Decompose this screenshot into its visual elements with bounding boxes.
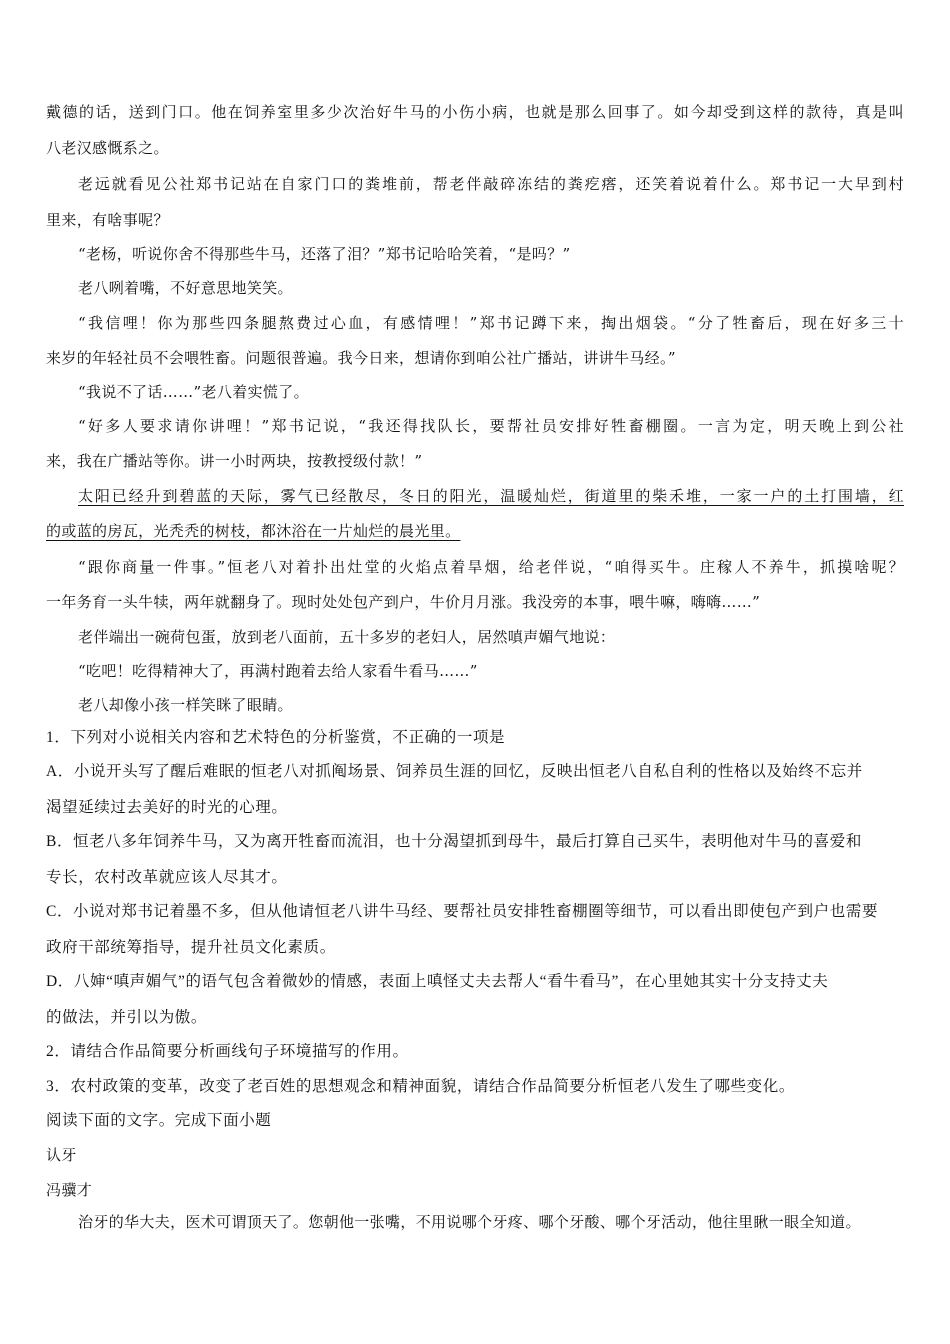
option-b-line-2: 专长，农村改革就应该人尽其才。 bbox=[46, 869, 288, 886]
underlined-sentence-line-1: 太阳已经升到碧蓝的天际，雾气已经散尽，冬日的阳光，温暖灿烂，街道里的柴禾堆，一家一户的土打围墙，红 bbox=[78, 487, 904, 505]
story-line-2: 八老汉感慨系之。 bbox=[46, 139, 169, 157]
question-1-stem: 1．下列对小说相关内容和艺术特色的分析鉴赏，不正确的一项是 bbox=[46, 729, 506, 746]
question-3: 3．农村政策的变革，改变了老百姓的思想观念和精神面貌，请结合作品简要分析恒老八发生了哪些变化。 bbox=[46, 1078, 795, 1095]
story-line-8: 来岁的年轻社员不会喂牲畜。问题很普遍。我今日来，想请你到咱公社广播站，讲讲牛马经。” bbox=[46, 349, 676, 367]
story-line-18: 老八却像小孩一样笑眯了眼睛。 bbox=[78, 696, 293, 714]
story-line-9: “我说不了话……”老八着实慌了。 bbox=[78, 383, 309, 401]
story-line-14: “跟你商量一件事。”恒老八对着扑出灶堂的火焰点着旱烟，给老伴说，“咱得买牛。庄稼人不养牛，抓摸啥呢？ bbox=[78, 558, 904, 576]
passage-first-line: 治牙的华大夫，医术可谓顶天了。您朝他一张嘴，不用说哪个牙疼、哪个牙酸、哪个牙活动，他往里瞅一眼全知道。 bbox=[78, 1213, 861, 1231]
reading-instruction: 阅读下面的文字。完成下面小题 bbox=[46, 1112, 272, 1129]
story-line-17: “吃吧！吃得精神大了，再满村跑着去给人家看牛看马……” bbox=[78, 662, 478, 680]
story-line-16: 老伴端出一碗荷包蛋，放到老八面前，五十多岁的老妇人，居然嗔声媚气地说： bbox=[78, 628, 616, 646]
option-c-line-2: 政府干部统筹指导，提升社员文化素质。 bbox=[46, 939, 336, 956]
option-a-line-2: 渴望延续过去美好的时光的心理。 bbox=[46, 799, 288, 816]
option-b-line-1: B．恒老八多年饲养牛马，又为离开牲畜而流泪，也十分渴望抓到母牛，最后打算自己买牛，表明他对牛马的喜爱和 bbox=[46, 833, 862, 850]
story-line-6: 老八咧着嘴，不好意思地笑笑。 bbox=[78, 279, 293, 297]
story-line-3: 老远就看见公社郑书记站在自家门口的粪堆前，帮老伴敲碎冻结的粪疙瘩，还笑着说着什么。郑书记一大早到村 bbox=[78, 175, 904, 193]
option-a-line-1: A．小说开头写了醒后难眠的恒老八对抓阄场景、饲养员生涯的回忆，反映出恒老八自私自利的性格以及始终不忘并 bbox=[46, 763, 863, 780]
passage-title: 认牙 bbox=[46, 1146, 77, 1164]
option-d-line-1: D．八婶“嗔声媚气”的语气包含着微妙的情感，表面上嗔怪丈夫去帮人“看牛看马”，在心里她其实十分支持丈夫 bbox=[46, 973, 829, 990]
story-line-7: “我信哩！你为那些四条腿熬费过心血，有感情哩！”郑书记蹲下来，掏出烟袋。“分了牲畜后，现在好多三十 bbox=[78, 314, 904, 332]
option-c-line-1: C．小说对郑书记着墨不多，但从他请恒老八讲牛马经、要帮社员安排牲畜棚圈等细节，可以看出即使包产到户也需要 bbox=[46, 903, 879, 920]
underlined-sentence-line-2: 的或蓝的房瓦，光秃秃的树枝，都沐浴在一片灿烂的晨光里。 bbox=[46, 522, 461, 540]
story-line-5: “老杨，听说你舍不得那些牛马，还落了泪？”郑书记哈哈笑着，“是吗？” bbox=[78, 245, 571, 263]
story-line-1: 戴德的话，送到门口。他在饲养室里多少次治好牛马的小伤小病，也就是那么回事了。如今却受到这样的款待，真是叫 bbox=[46, 103, 904, 121]
story-line-10: “好多人要求请你讲哩！”郑书记说，“我还得找队长，要帮社员安排好牲畜棚圈。一言为定，明天晚上到公社 bbox=[78, 417, 904, 435]
option-d-line-2: 的做法，并引以为傲。 bbox=[46, 1009, 208, 1026]
story-line-11: 来，我在广播站等你。讲一小时两块，按教授级付款！” bbox=[46, 452, 423, 470]
story-line-15: 一年务育一头牛犊，两年就翻身了。现时处处包产到户，牛价月月涨。我没旁的本事，喂牛嘛，嗨嗨……” bbox=[46, 593, 761, 611]
story-line-4: 里来，有啥事呢？ bbox=[46, 211, 169, 229]
question-2: 2．请结合作品简要分析画线句子环境描写的作用。 bbox=[46, 1043, 409, 1060]
passage-author: 冯骥才 bbox=[46, 1181, 93, 1199]
